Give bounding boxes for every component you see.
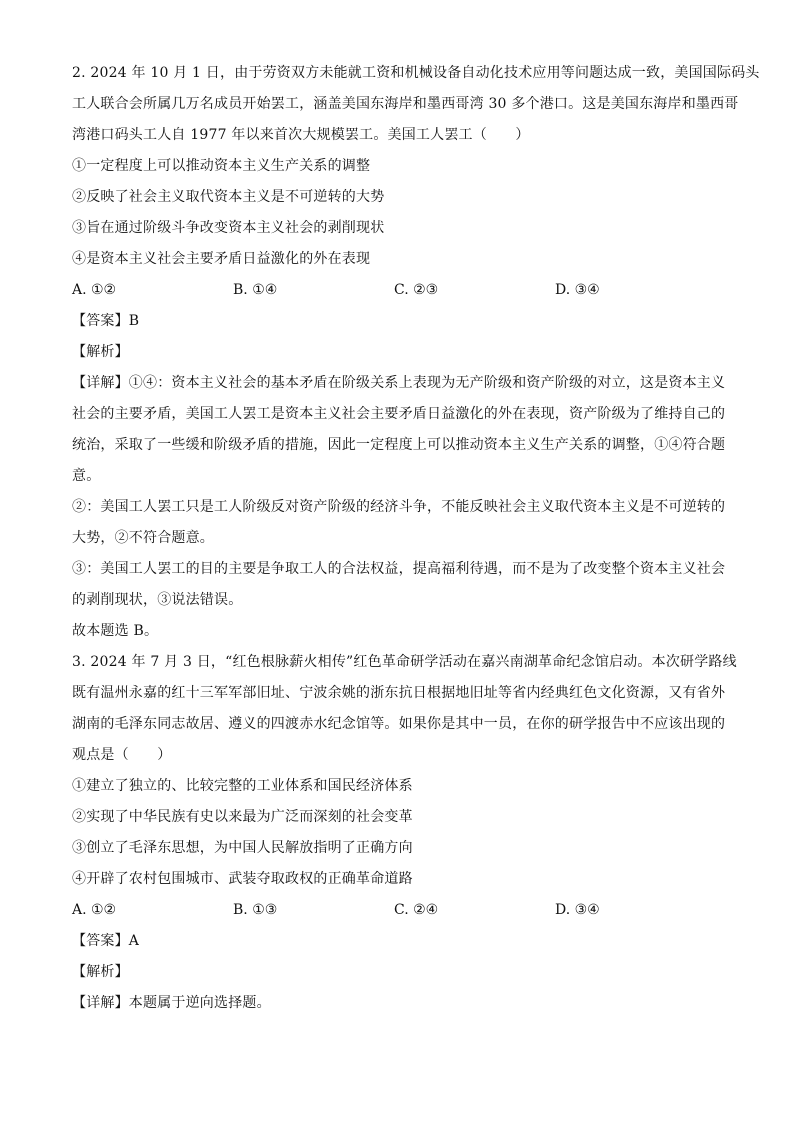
detail-line: 故本题选 B。 (72, 623, 159, 639)
stem-line: 观点是（ ） (72, 747, 172, 763)
analysis-label: 【解析】 (72, 344, 129, 360)
detail-line: 统治，采取了一些缓和阶级矛盾的措施，因此一定程度上可以推动资本主义生产关系的调整，①④符合题 (72, 437, 726, 453)
statement-2: ②反映了社会主义取代资本主义是不可逆转的大势 (72, 189, 385, 205)
question-3 (72, 647, 737, 1019)
statement-4: ④开辟了农村包围城市、武装夺取政权的正确革命道路 (72, 871, 413, 887)
question-2-options (72, 275, 732, 306)
question-2-statements (72, 151, 732, 275)
question-2-stem (72, 58, 760, 151)
detail-line: 大势，②不符合题意。 (72, 530, 214, 546)
question-3-statements (72, 771, 732, 895)
detail-line: 【详解】①④：资本主义社会的基本矛盾在阶级关系上表现为无产阶级和资产阶级的对立，这是资本主义 (72, 375, 726, 391)
question-2 (72, 58, 760, 647)
stem-line: 湖南的毛泽东同志故居、遵义的四渡赤水纪念馆等。如果你是其中一员，在你的研学报告中不应该出现的 (72, 716, 726, 732)
statement-1: ①建立了独立的、比较完整的工业体系和国民经济体系 (72, 778, 413, 794)
analysis-label: 【解析】 (72, 964, 129, 980)
detail-line: 【详解】本题属于逆向选择题。 (72, 995, 271, 1011)
detail-line: ③：美国工人罢工的目的主要是争取工人的合法权益，提高福利待遇，而不是为了改变整个资本主义社会 (72, 561, 726, 577)
detail-line: 意。 (72, 468, 101, 484)
option-a: A. ①② (72, 282, 117, 298)
stem-line: 3. 2024 年 7 月 3 日，“红色根脉薪火相传”红色革命研学活动在嘉兴南湖革命纪念馆启动。本次研学路线 (72, 654, 737, 670)
document-page (72, 58, 760, 1019)
statement-1: ①一定程度上可以推动资本主义生产关系的调整 (72, 158, 371, 174)
statement-3: ③旨在通过阶级斗争改变资本主义社会的剥削现状 (72, 220, 385, 236)
detail-line: 的剥削现状，③说法错误。 (72, 592, 243, 608)
option-a: A. ①② (72, 902, 117, 918)
option-d: D. ③④ (555, 902, 600, 918)
stem-line: 2. 2024 年 10 月 1 日，由于劳资双方未能就工资和机械设备自动化技术应用等问题达成一致，美国国际码头 (72, 65, 760, 81)
question-3-options (72, 895, 732, 926)
answer-label: 【答案】B (72, 313, 140, 329)
stem-line: 工人联合会所属几万名成员开始罢工，涵盖美国东海岸和墨西哥湾 30 多个港口。这是美国东海岸和墨西哥 (72, 96, 739, 112)
statement-2: ②实现了中华民族有史以来最为广泛而深刻的社会变革 (72, 809, 413, 825)
answer-label: 【答案】A (72, 933, 140, 949)
option-b: B. ①③ (233, 902, 278, 918)
detail-line: 社会的主要矛盾，美国工人罢工是资本主义社会主要矛盾日益激化的外在表现，资产阶级为了维持自己的 (72, 406, 726, 422)
option-b: B. ①④ (233, 282, 278, 298)
detail-line: ②：美国工人罢工只是工人阶级反对资产阶级的经济斗争，不能反映社会主义取代资本主义是不可逆转的 (72, 499, 726, 515)
stem-line: 湾港口码头工人自 1977 年以来首次大规模罢工。美国工人罢工（ ） (72, 127, 530, 143)
stem-line: 既有温州永嘉的红十三军军部旧址、宁波余姚的浙东抗日根据地旧址等省内经典红色文化资源，又有省外 (72, 685, 726, 701)
option-c: C. ②④ (394, 902, 439, 918)
question-2-detail (72, 368, 732, 647)
statement-3: ③创立了毛泽东思想，为中国人民解放指明了正确方向 (72, 840, 413, 856)
option-c: C. ②③ (394, 282, 439, 298)
question-3-stem (72, 647, 737, 771)
statement-4: ④是资本主义社会主要矛盾日益激化的外在表现 (72, 251, 371, 267)
option-d: D. ③④ (555, 282, 600, 298)
question-3-detail (72, 988, 732, 1019)
